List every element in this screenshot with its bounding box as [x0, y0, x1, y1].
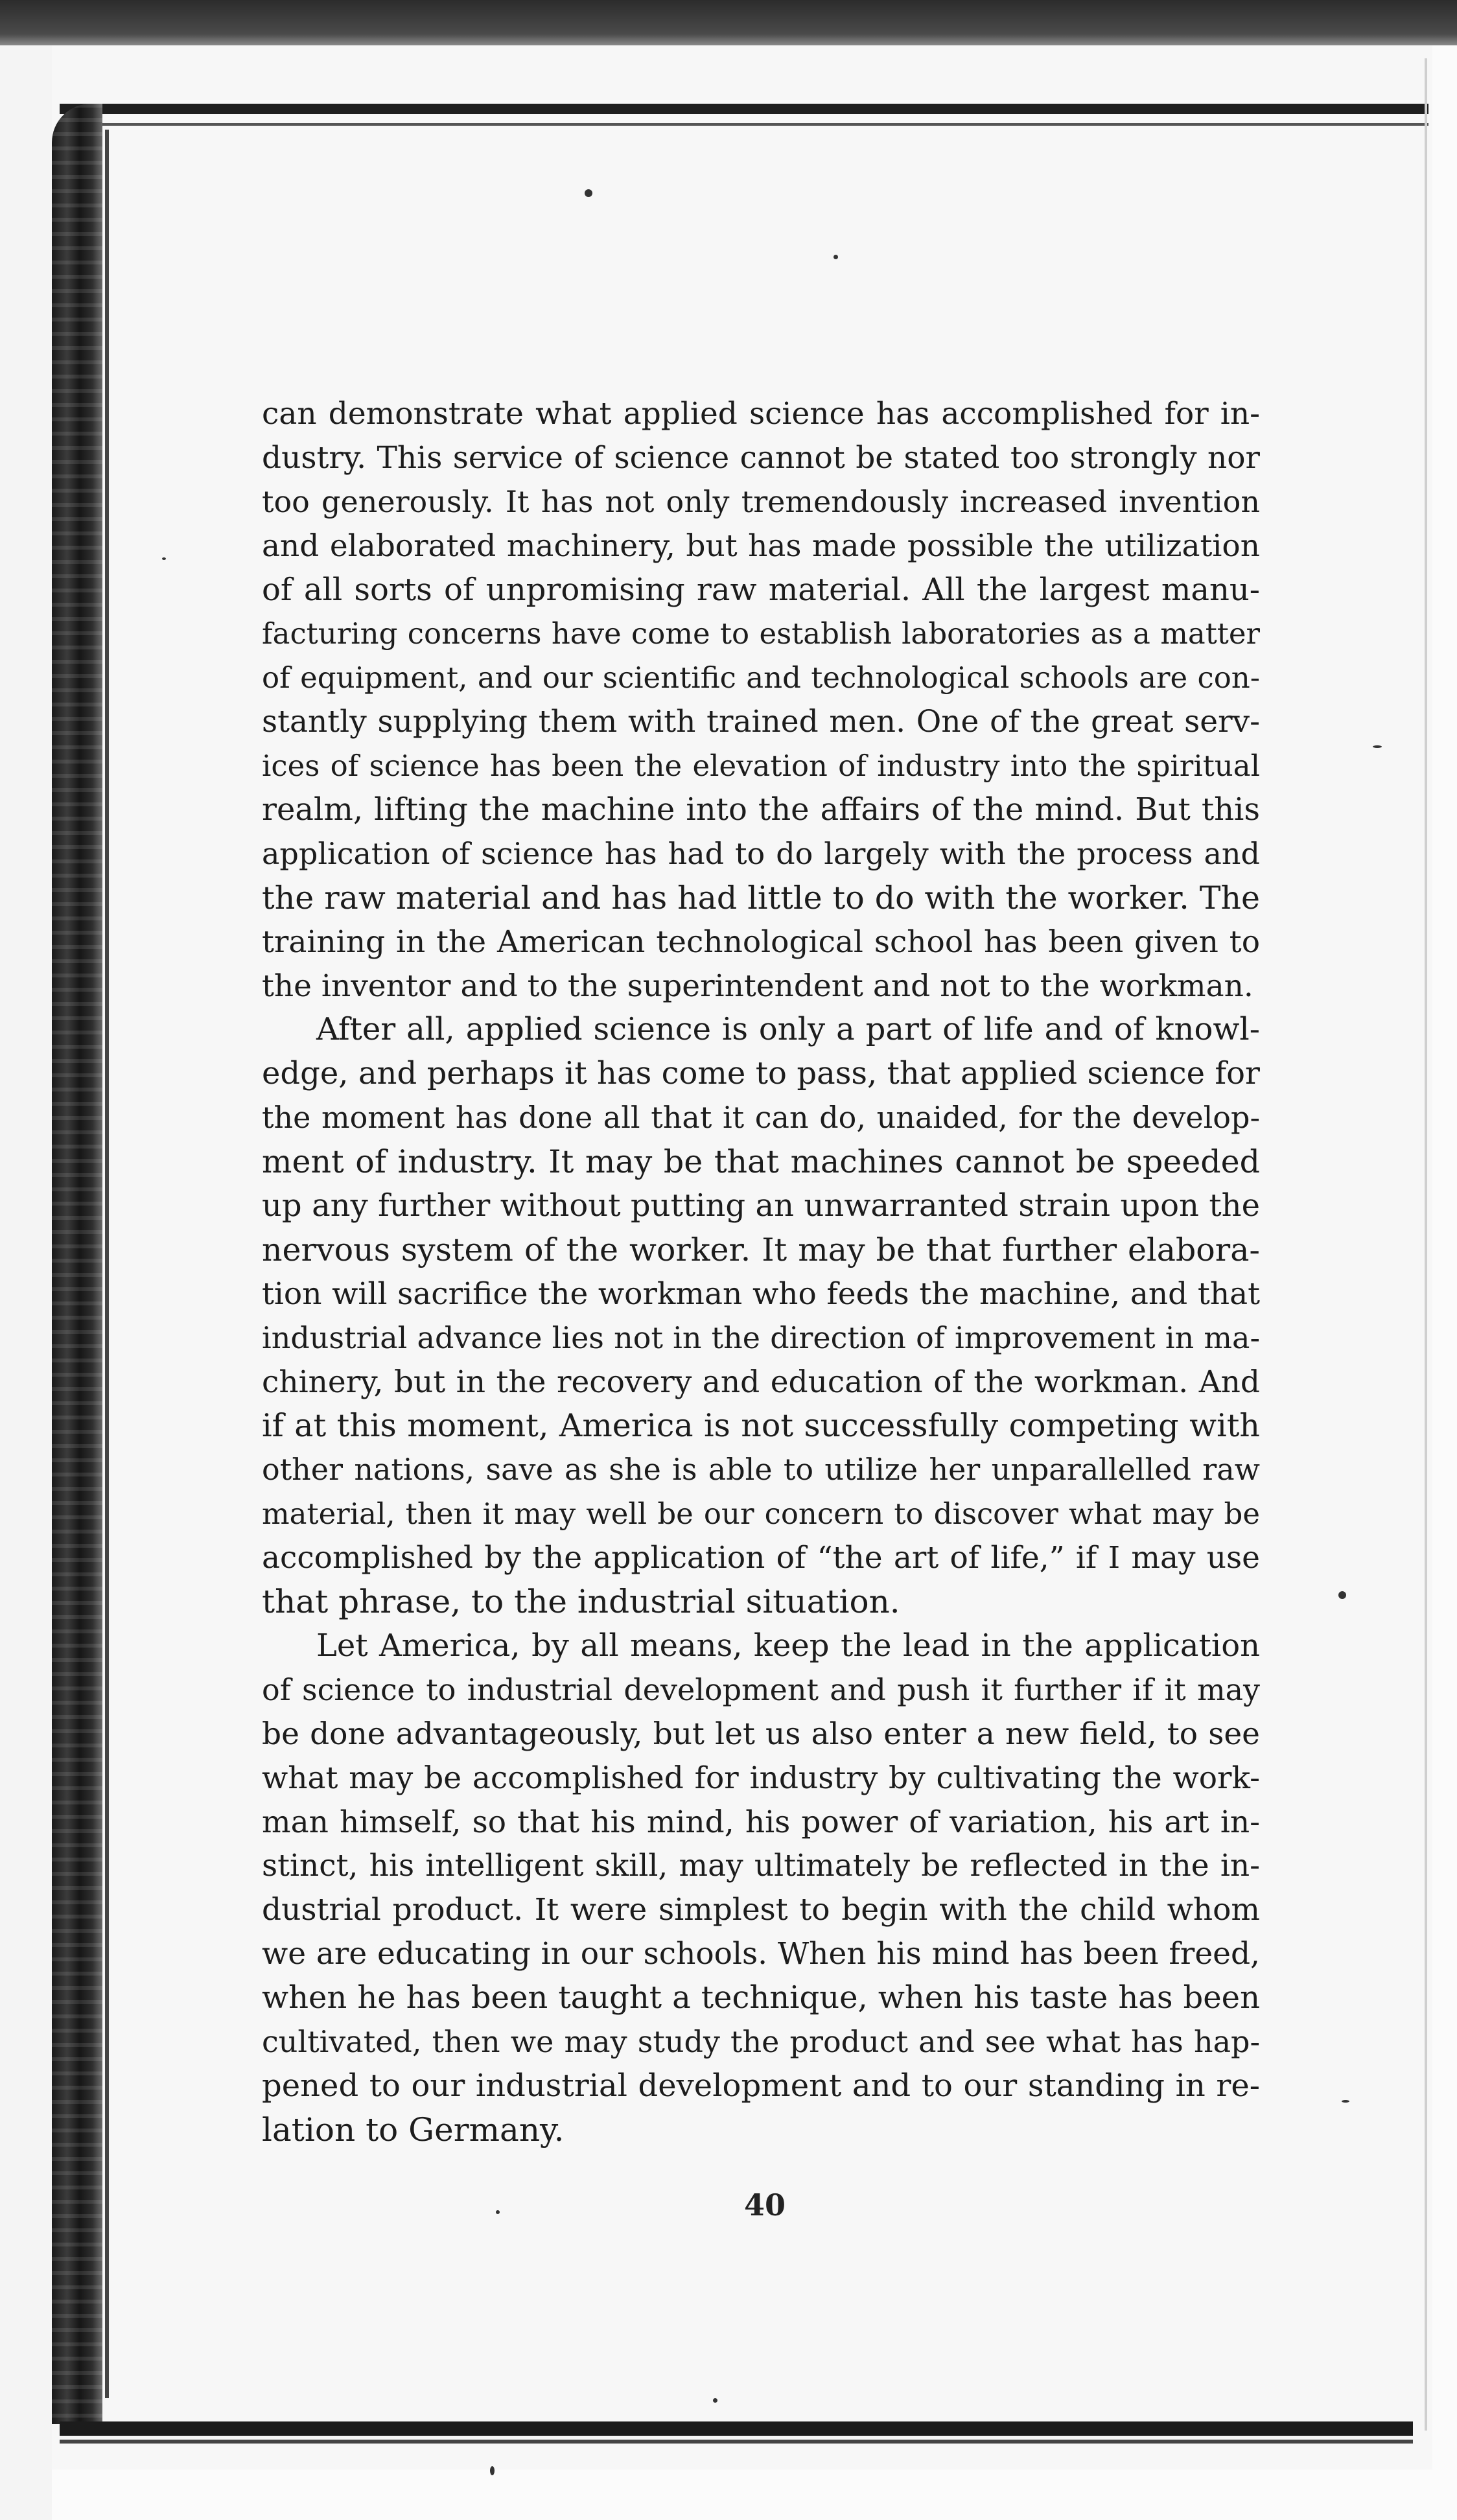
text-line: man himself, so that his mind, his power of variation, his art in-: [262, 1804, 1260, 1840]
text-line: accomplished by the application of “the art of life,” if I may use: [262, 1540, 1260, 1576]
text-line: chinery, but in the recovery and education of the workman. And: [262, 1364, 1260, 1400]
text-line: the inventor and to the superintendent and not to the workman.: [262, 968, 1253, 1004]
text-line: when he has been taught a technique, when his taste has been: [262, 1979, 1260, 2016]
page-frame-left-rule: [105, 130, 109, 2398]
text-line: ment of industry. It may be that machines cannot be speeded: [262, 1143, 1260, 1181]
text-line: the moment has done all that it can do, unaided, for the develop-: [262, 1100, 1260, 1136]
body-text: [262, 392, 1260, 2152]
text-line: other nations, save as she is able to utilize her unparallelled raw: [262, 1452, 1260, 1488]
text-line: be done advantageously, but let us also enter a new field, to see: [262, 1716, 1260, 1752]
text-line: stantly supplying them with trained men. One of the great serv-: [262, 704, 1260, 740]
text-line: dustrial product. It were simplest to begin with the child whom: [262, 1892, 1260, 1928]
text-line: industrial advance lies not in the direction of improvement in ma-: [262, 1320, 1260, 1355]
text-line: of equipment, and our scientific and technological schools are con-: [262, 660, 1260, 695]
text-line: pened to our industrial development and to our standing in re-: [262, 2067, 1260, 2104]
dust-speck: [713, 2398, 717, 2403]
text-line: what may be accomplished for industry by cultivating the work-: [262, 1760, 1260, 1796]
dust-speck: [833, 255, 838, 259]
text-line: ices of science has been the elevation of industry into the spiritual: [262, 749, 1260, 784]
page-frame-bottom: [60, 2421, 1413, 2436]
text-line: too generously. It has not only tremendously increased invention: [262, 484, 1260, 519]
text-line: Let America, by all means, keep the lead in the application: [316, 1627, 1260, 1664]
text-line: can demonstrate what applied science has accomplished for in-: [262, 396, 1260, 432]
dust-speck: [1338, 1591, 1346, 1599]
text-line: tion will sacrifice the workman who feeds the machine, and that: [262, 1276, 1260, 1312]
text-line: and elaborated machinery, but has made possible the utilization: [262, 528, 1260, 564]
scan-background-left: [0, 45, 52, 2520]
page-frame-bottom-rule: [60, 2440, 1413, 2444]
text-line: stinct, his intelligent skill, may ultimately be reflected in the in-: [262, 1848, 1260, 1884]
text-line: the raw material and has had little to do with the worker. The: [262, 879, 1260, 916]
text-line: cultivated, then we may study the product and see what has hap-: [262, 2024, 1260, 2059]
text-line: dustry. This service of science cannot be stated too strongly nor: [262, 439, 1260, 476]
text-line: After all, applied science is only a part of life and of knowl-: [316, 1011, 1260, 1048]
dust-speck: [1342, 2100, 1349, 2103]
text-line: that phrase, to the industrial situation.: [262, 1583, 900, 1621]
text-line: edge, and perhaps it has come to pass, that applied science for: [262, 1055, 1260, 1092]
text-line: realm, lifting the machine into the affairs of the mind. But this: [262, 791, 1260, 828]
text-line: of all sorts of unpromising raw material. All the largest manu-: [262, 571, 1260, 608]
text-line: lation to Germany.: [262, 2110, 565, 2149]
text-line: nervous system of the worker. It may be that further elabora-: [262, 1231, 1260, 1268]
text-line: application of science has had to do largely with the process and: [262, 835, 1260, 871]
text-line: training in the American technological school has been given to: [262, 924, 1260, 960]
dust-speck: [496, 2210, 500, 2214]
page-right-edge: [1425, 58, 1427, 2431]
text-line: material, then it may well be our concern to discover what may be: [262, 1497, 1260, 1532]
text-line: up any further without putting an unwarranted strain upon the: [262, 1187, 1260, 1224]
scanner-top-edge: [0, 0, 1457, 45]
text-line: if at this moment, America is not successfully competing with: [262, 1407, 1260, 1445]
page-frame-top-rule: [60, 123, 1428, 126]
text-line: we are educating in our schools. When his mind has been freed,: [262, 1936, 1260, 1972]
dust-speck: [1373, 745, 1382, 748]
dust-speck: [162, 557, 166, 560]
page-frame-left: [52, 104, 102, 2424]
text-line: facturing concerns have come to establish laboratories as a matter: [262, 616, 1260, 651]
dust-speck: [490, 2466, 495, 2475]
page-frame-top: [60, 104, 1428, 114]
page-number: 40: [744, 2188, 786, 2222]
dust-speck: [585, 189, 592, 197]
text-line: of science to industrial development and push it further if it may: [262, 1672, 1260, 1707]
